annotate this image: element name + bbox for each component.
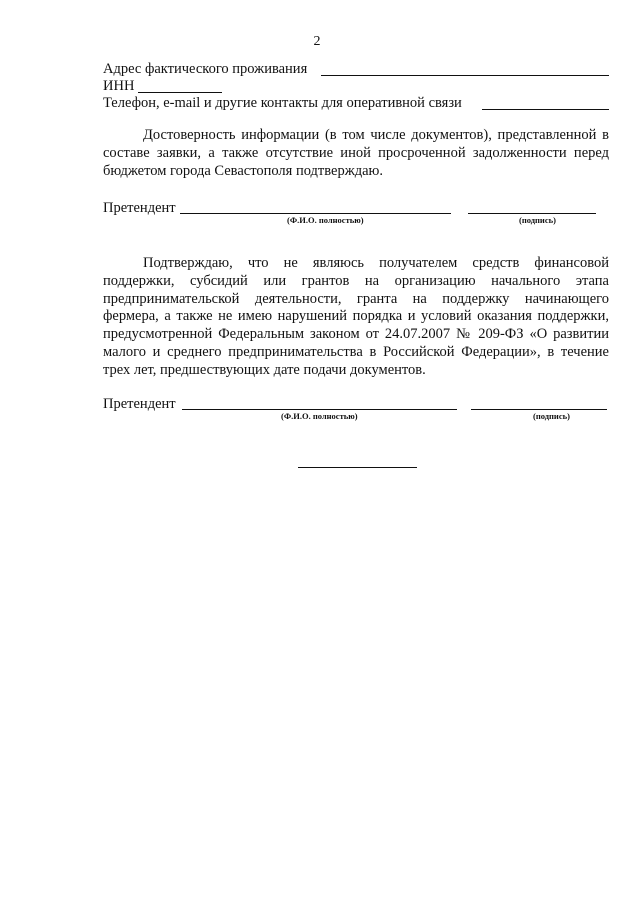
name-caption-2: (Ф.И.О. полностью)	[281, 411, 358, 421]
page-number: 2	[313, 34, 321, 49]
inn-fill-line[interactable]	[138, 92, 222, 93]
name-fill-line-1[interactable]	[180, 213, 451, 214]
inn-field-row	[103, 77, 134, 95]
contacts-field-row	[103, 94, 462, 112]
name-caption-1: (Ф.И.О. полностью)	[287, 215, 364, 225]
sign-caption-2: (подпись)	[533, 411, 570, 421]
signature-fill-line-1[interactable]	[468, 213, 596, 214]
address-field-row	[103, 60, 307, 78]
sign-caption-1: (подпись)	[519, 215, 556, 225]
address-fill-line[interactable]	[321, 75, 609, 76]
inn-label: ИНН	[103, 78, 135, 94]
contacts-fill-line[interactable]	[482, 109, 609, 110]
signature-label-1: Претендент	[103, 200, 176, 216]
closing-separator-line	[298, 467, 417, 468]
reliability-confirmation-paragraph: Достоверность информации (в том числе документов), представленной в составе заявки, а также отсутствие иной просроченной задолженности перед бюджетом города Севастополя подтверждаю.	[103, 127, 609, 179]
contacts-label: Телефон, e-mail и другие контакты для оперативной связи	[103, 95, 462, 111]
signature-label-2: Претендент	[103, 396, 176, 412]
name-fill-line-2[interactable]	[182, 409, 457, 410]
no-support-confirmation-paragraph: Подтверждаю, что не являюсь получателем средств финансовой поддержки, субсидий или грантов на организацию начального этапа предпринимательской деятельности, гранта на поддержку начинающего фермера, а также не имею нарушений порядка и условий оказания поддержки, предусмотренной Федеральным законом от 24.07.2007 № 209-ФЗ «О развитии малого и среднего предпринимательства в Российской Федерации», в течение трех лет, предшествующих дате подачи документов.	[103, 255, 609, 378]
signature-fill-line-2[interactable]	[471, 409, 607, 410]
address-label: Адрес фактического проживания	[103, 61, 308, 77]
